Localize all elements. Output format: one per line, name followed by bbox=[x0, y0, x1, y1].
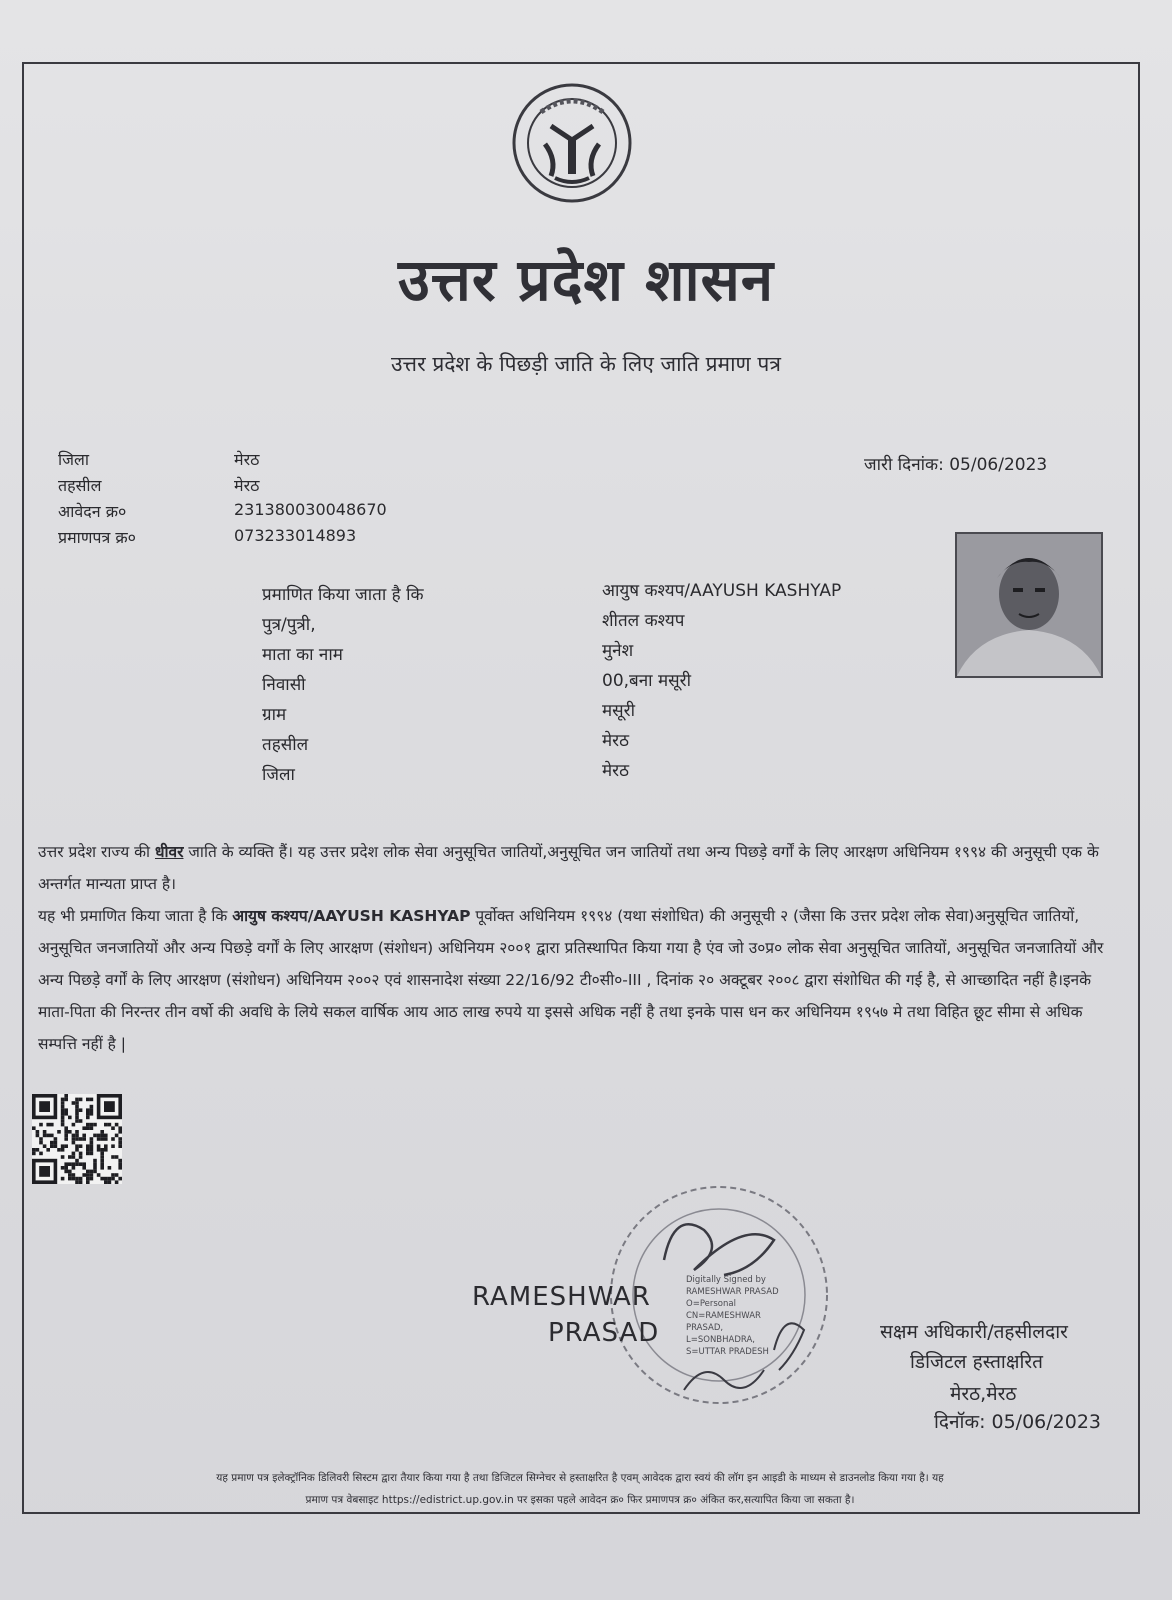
dsig-line: O=Personal bbox=[686, 1299, 736, 1309]
para2-text-b: पूर्वोक्त अधिनियम १९९४ (यथा संशोधित) की अनुसूची २ (जैसा कि उत्तर प्रदेश लोक सेवा)अनुसूचित जातियों, अनुसूचित जनजातियों और अन्य पिछड़े वर्गों के लिए आरक्षण (संशोधन) अधिनियम २००१ द्वारा प्रतिस्थापित किया गया है एंव जो उ०प्र० लोक सेवा अनुसूचित जातियों, अनुसूचित जनजातियों और अन्य पिछड़े वर्गों के लिए आरक्षण (संशोधन) अधिनियम २००२ एवं शासनादेश संख्या 22/16/92 टी०सी०-III , दिनांक २० अक्टूबर २००८ द्वारा संशोधित की गई है, से आच्छादित नहीं है।इनके माता-पिता की निरन्तर तीन वर्षो की अवधि के लिये सकल वार्षिक आय आठ लाख रुपये या इससे अधिक नहीं है तथा इनके पास धन कर अधिनियम १९५७ मे तथा विहित छूट सीमा से अधिक सम्पत्ति नहीं है | bbox=[38, 907, 1104, 1053]
field-value-tehsil: मेरठ bbox=[602, 731, 629, 751]
field-label-village: ग्राम bbox=[262, 705, 287, 725]
para1-text-a: उत्तर प्रदेश राज्य की bbox=[38, 843, 155, 861]
para1-text-b: जाति के व्यक्ति हैं। यह उत्तर प्रदेश लोक सेवा अनुसूचित जातियों,अनुसूचित जन जातियों तथा अन्य पिछड़े वर्गों के लिए आरक्षण अधिनियम १९९४ की अनुसूची एक के अन्तर्गत मान्यता प्राप्त है। bbox=[38, 843, 1099, 893]
certificate-no-value: 073233014893 bbox=[234, 526, 357, 545]
field-value-village: मसूरी bbox=[602, 701, 636, 721]
para2-text-a: यह भी प्रमाणित किया जाता है कि bbox=[38, 907, 233, 925]
field-label-tehsil: तहसील bbox=[262, 735, 309, 755]
authority-designation: सक्षम अधिकारी/तहसीलदार bbox=[880, 1321, 1068, 1343]
qr-code bbox=[32, 1094, 122, 1184]
field-label-son-daughter: पुत्र/पुत्री, bbox=[262, 615, 316, 635]
up-government-emblem-icon bbox=[511, 82, 633, 204]
tehsil-value: मेरठ bbox=[234, 476, 260, 495]
person-photo-icon bbox=[957, 534, 1101, 676]
district-value: मेरठ bbox=[234, 450, 260, 469]
footer-note-line2: प्रमाण पत्र वेबसाइट https://edistrict.up.gov.in पर इसका पहले आवेदन क्र० फिर प्रमाणपत्र क्र० अंकित कर,सत्यापित किया जा सकता है। bbox=[305, 1494, 855, 1506]
applicant-photo bbox=[955, 532, 1103, 678]
application-no-value: 231380030048670 bbox=[234, 500, 387, 519]
field-value-father: शीतल कश्यप bbox=[602, 611, 685, 631]
field-label-certified: प्रमाणित किया जाता है कि bbox=[262, 585, 424, 605]
dsig-line: RAMESHWAR PRASAD bbox=[686, 1287, 779, 1297]
para2-applicant-name: आयुष कश्यप/AAYUSH KASHYAP bbox=[232, 907, 471, 925]
field-value-mother: मुनेश bbox=[602, 641, 634, 661]
qr-code-icon bbox=[32, 1094, 122, 1184]
field-label-district: जिला bbox=[262, 765, 295, 785]
certificate-no-label: प्रमाणपत्र क्र० bbox=[58, 528, 136, 547]
issue-date: जारी दिनांक: 05/06/2023 bbox=[864, 455, 1048, 475]
certificate-subtitle: उत्तर प्रदेश के पिछड़ी जाति के लिए जाति प्रमाण पत्र bbox=[391, 352, 781, 376]
signer-name-line2: PRASAD bbox=[548, 1318, 660, 1348]
dsig-line: CN=RAMESHWAR bbox=[686, 1311, 761, 1321]
page-title: उत्तर प्रदेश शासन bbox=[397, 246, 775, 314]
dsig-line: S=UTTAR PRADESH bbox=[686, 1347, 769, 1357]
footer-note-line1: यह प्रमाण पत्र इलेक्ट्रॉनिक डिलिवरी सिस्टम द्वारा तैयार किया गया है तथा डिजिटल सिग्नेचर से हस्ताक्षरित है एवम् आवेदक द्वारा स्वयं की लॉग इन आइडी के माध्यम से डाउनलोड किया गया है। यह bbox=[216, 1472, 944, 1484]
field-value-district: मेरठ bbox=[602, 761, 629, 781]
dsig-line: L=SONBHADRA, bbox=[686, 1335, 755, 1345]
dsig-line: Digitally Signed by bbox=[686, 1275, 766, 1285]
dsig-line: PRASAD, bbox=[686, 1323, 724, 1333]
field-value-name: आयुष कश्यप/AAYUSH KASHYAP bbox=[602, 581, 842, 601]
field-label-resident: निवासी bbox=[262, 675, 306, 695]
signature-date: दिनॉक: 05/06/2023 bbox=[934, 1411, 1102, 1433]
creamy-layer-paragraph bbox=[38, 900, 1118, 1060]
field-value-resident: 00,बना मसूरी bbox=[602, 671, 691, 691]
tehsil-label: तहसील bbox=[58, 476, 102, 495]
application-no-label: आवेदन क्र० bbox=[58, 502, 127, 521]
field-label-mother: माता का नाम bbox=[262, 645, 343, 665]
authority-place: मेरठ,मेरठ bbox=[950, 1383, 1017, 1405]
signer-name-line1: RAMESHWAR bbox=[472, 1282, 651, 1312]
digitally-signed-label: डिजिटल हस्ताक्षरित bbox=[910, 1351, 1043, 1373]
district-label: जिला bbox=[58, 450, 90, 469]
digital-signature-block bbox=[686, 1274, 826, 1358]
caste-paragraph bbox=[38, 836, 1118, 900]
caste-name: धीवर bbox=[154, 843, 184, 861]
